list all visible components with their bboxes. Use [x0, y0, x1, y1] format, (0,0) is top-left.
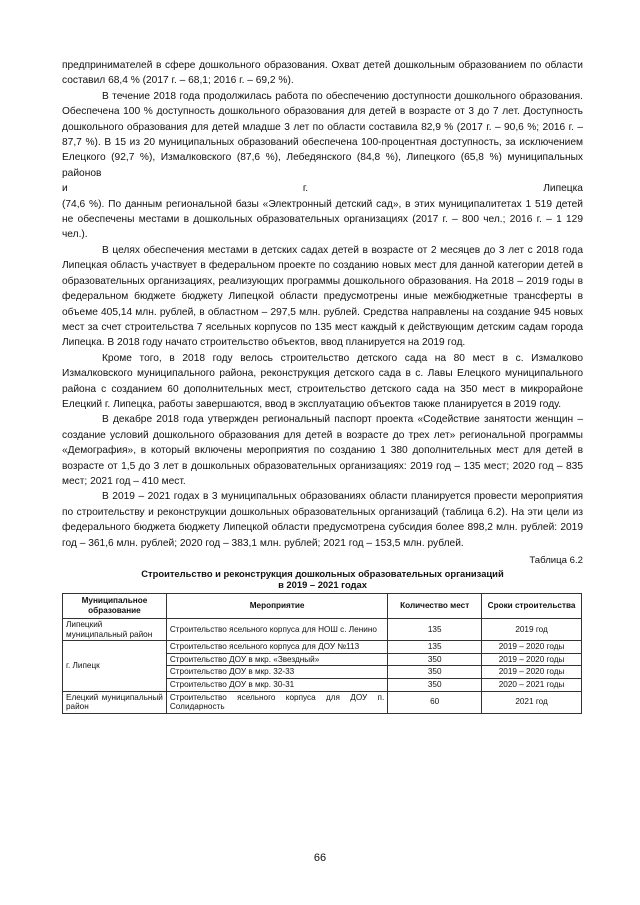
- cell-activity: Строительство ясельного корпуса для ДОУ №113: [166, 641, 387, 654]
- header-municipality: Муниципальное образование: [63, 594, 167, 619]
- cell-period: 2020 – 2021 годы: [482, 678, 582, 691]
- cell-places: 350: [388, 678, 482, 691]
- paragraph-4: В декабре 2018 года утвержден региональный паспорт проекта «Содействие занятости женщин – создание условий дошкольного образования для детей в возрасте до трех лет» региональной программы «Демография», в который включены мероприятия по созданию 1 380 дополнительных мест для детей в возрасте от 1,5 до 3 лет в дошкольных образовательных организациях: 2019 год – 135 мест; 2020 год – 835 мест; 2021 год – 410 мест.: [62, 414, 583, 487]
- table-title-line-2: в 2019 – 2021 годах: [278, 579, 367, 590]
- cell-municipality: Елецкий муниципальный район: [63, 691, 167, 713]
- cell-activity: Строительство ясельного корпуса для ДОУ п. Солидарность: [166, 691, 387, 713]
- word-and: и: [62, 183, 68, 195]
- document-page: [62, 58, 583, 714]
- paragraph-1-stretched-line: [62, 181, 583, 196]
- cell-places: 60: [388, 691, 482, 713]
- construction-table: [62, 593, 582, 714]
- cell-activity: Строительство ясельного корпуса для НОШ с. Ленино: [166, 619, 387, 641]
- cell-activity: Строительство ДОУ в мкр. «Звездный»: [166, 653, 387, 666]
- paragraph-2: В целях обеспечения местами в детских садах детей в возрасте от 2 месяцев до 3 лет с 2018 года Липецкая область участвует в федеральном проекте по созданию новых мест для данной категории детей в образовательных организациях, реализующих программы дошкольного образования. На 2018 – 2019 годы в федеральном бюджете бюджету Липецкой области предусмотрены иные межбюджетные трансферты в объеме 405,14 млн. рублей, в областном – 297,5 млн. рублей. Средства направлены на создание 945 новых мест за счет строительства 7 ясельных корпусов по 135 мест каждый к действующим детским садам города Липецка. В 2018 году начато строительство объектов, ввод планируется на 2019 год.: [62, 244, 583, 349]
- word-g: г.: [302, 183, 309, 195]
- table-header-row: [63, 594, 582, 619]
- cell-activity: Строительство ДОУ в мкр. 30-31: [166, 678, 387, 691]
- cell-places: 135: [388, 619, 482, 641]
- paragraph-3: Кроме того, в 2018 году велось строительство детского сада на 80 мест в с. Измалково Измалковского муниципального района, реконструкция детского сада в с. Лавы Елецкого муниципального района с созданием 60 дополнительных мест, строительство детского сада на 350 мест в микрорайоне Елецкий г. Липецка, работы завершаются, ввод в эксплуатацию объектов также планируется в 2019 году.: [62, 352, 583, 410]
- cell-places: 350: [388, 653, 482, 666]
- cell-municipality: г. Липецк: [63, 641, 167, 691]
- cell-municipality: Липецкий муниципальный район: [63, 619, 167, 641]
- cell-period: 2019 – 2020 годы: [482, 653, 582, 666]
- table-row: [63, 619, 582, 641]
- table-title-line-1: Строительство и реконструкция дошкольных образовательных организаций: [141, 568, 504, 579]
- cell-period: 2019 – 2020 годы: [482, 641, 582, 654]
- header-activity: Мероприятие: [166, 594, 387, 619]
- header-period: Сроки строительства: [482, 594, 582, 619]
- table-row: [63, 641, 582, 654]
- paragraph-1-continued: (74,6 %). По данным региональной базы «Электронный детский сад», в этих муниципалитетах 1 519 детей не обеспечены местами в дошкольных образовательных организациях (2017 г. – 800 чел.; 2016 г. – 1 129 чел.).: [62, 198, 583, 241]
- cell-places: 135: [388, 641, 482, 654]
- table-label: Таблица 6.2: [529, 555, 583, 566]
- word-lipetsk: Липецка: [543, 183, 583, 195]
- page-number: 66: [313, 852, 327, 864]
- cell-places: 350: [388, 666, 482, 679]
- cell-period: 2019 год: [482, 619, 582, 641]
- table-row: [63, 691, 582, 713]
- paragraph-0: предпринимателей в сфере дошкольного образования. Охват детей дошкольным образованием по области составил 68,4 % (2017 г. – 68,1; 2016 г. – 69,2 %).: [62, 60, 583, 87]
- cell-period: 2019 – 2020 годы: [482, 666, 582, 679]
- header-places: Количество мест: [388, 594, 482, 619]
- paragraph-5: В 2019 – 2021 годах в 3 муниципальных образованиях области планируется провести мероприятия по строительству и реконструкции дошкольных образовательных организаций (таблица 6.2). На эти цели из федерального бюджета бюджету Липецкой области предусмотрена субсидия более 898,2 млн. рублей: 2019 год – 361,6 млн. рублей; 2020 год – 383,1 млн. рублей; 2021 год – 153,5 млн. рублей.: [62, 491, 583, 549]
- paragraph-1: В течение 2018 года продолжилась работа по обеспечению доступности дошкольного образования. Обеспечена 100 % доступность дошкольного образования для детей в возрасте от 3 до 7 лет. Доступность дошкольного образования для детей младше 3 лет по области составила 82,9 % (2017 г. – 90,6 %; 2016 г. – 87,7 %). В 15 из 20 муниципальных образований обеспечена 100-процентная доступность, за исключением Елецкого (92,7 %), Измалковского (87,6 %), Лебедянского (84,8 %), Липецкого (65,8 %) муниципальных районов: [62, 90, 583, 179]
- cell-period: 2021 год: [482, 691, 582, 713]
- cell-activity: Строительство ДОУ в мкр. 32-33: [166, 666, 387, 679]
- table-title: [62, 568, 583, 590]
